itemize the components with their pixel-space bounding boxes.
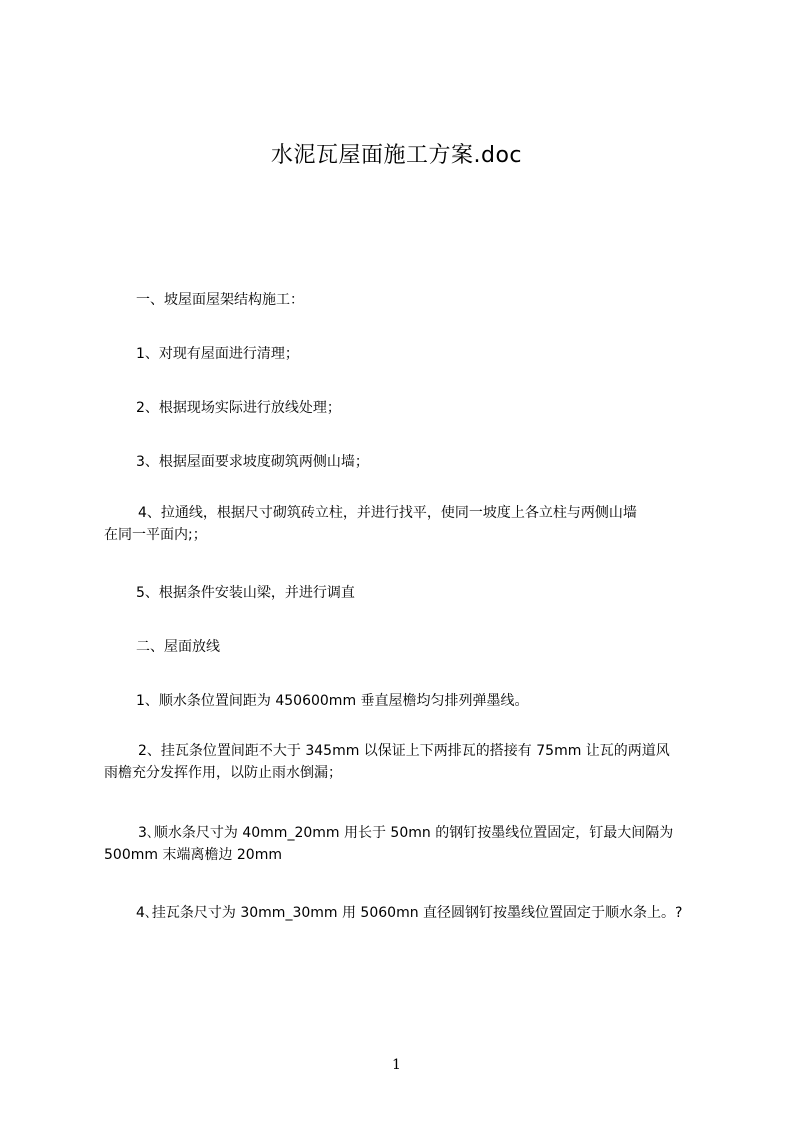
paragraph-line: 在同一平面内;；: [104, 527, 207, 543]
paragraph-line: 2、挂瓦条位置间距不大于 345mm 以保证上下两排瓦的搭接有 75mm 让瓦的两道风: [138, 743, 670, 759]
section-heading-2: 二、屋面放线: [136, 639, 220, 655]
list-item: 2、根据现场实际进行放线处理；: [136, 400, 341, 416]
list-item-multiline: [104, 822, 724, 866]
list-item: 4､挂瓦条尺寸为 30mm_30mm 用 5060mn 直径圆钢钉按墨线位置固定于顺水条上。?: [136, 905, 683, 921]
list-item-multiline: [104, 502, 724, 546]
list-item: 1、顺水条位置间距为 450600mm 垂直屋檐均匀排列弹墨线。: [136, 693, 529, 709]
paragraph-line: 4、拉通线，根据尺寸砌筑砖立柱，并进行找平，使同一坡度上各立柱与两侧山墙: [138, 505, 637, 521]
paragraph-line: 500mm 末端离檐边 20mm: [104, 847, 282, 863]
paragraph-line: 3､顺水条尺寸为 40mm_20mm 用长于 50mn 的钢钉按墨线位置固定，钉最大间隔为: [138, 825, 674, 841]
list-item-multiline: [104, 740, 724, 784]
paragraph-line: 雨檐充分发挥作用，以防止雨水倒漏；: [104, 765, 342, 781]
list-item: 1、对现有屋面进行清理；: [136, 346, 299, 362]
section-heading-1: 一、坡屋面屋架结构施工：: [136, 292, 304, 308]
list-item: 5、根据条件安装山梁，并进行调直: [136, 585, 355, 601]
page-number: 1: [392, 1057, 401, 1073]
document-title: 水泥瓦屋面施工方案.doc: [270, 143, 522, 168]
list-item: 3、根据屋面要求坡度砌筑两侧山墙；: [136, 454, 369, 470]
